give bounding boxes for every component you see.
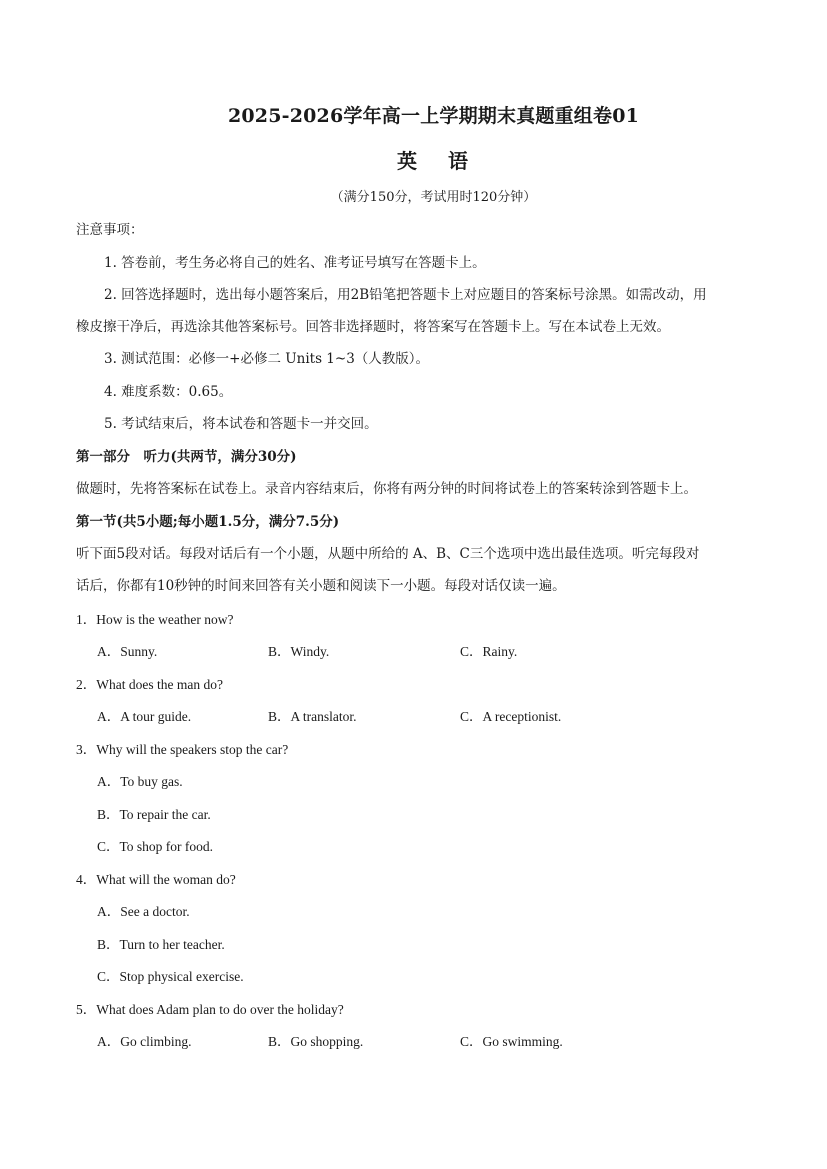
option-c[interactable]: C．Rainy. bbox=[460, 644, 518, 659]
question-stem: 4．What will the woman do? bbox=[76, 872, 236, 887]
option-a[interactable]: A．Sunny. bbox=[97, 644, 158, 659]
option-c[interactable]: C．Go swimming. bbox=[460, 1034, 563, 1049]
notice-item: 4. 难度系数：0.65。 bbox=[104, 384, 233, 400]
option-a[interactable]: A．See a doctor. bbox=[97, 904, 190, 919]
option-c[interactable]: C．A receptionist. bbox=[460, 709, 562, 724]
question-stem: 2．What does the man do? bbox=[76, 677, 223, 692]
notice-item-continued: 橡皮擦干净后，再选涂其他答案标号。回答非选择题时，将答案写在答题卡上。写在本试卷上无效。 bbox=[76, 319, 670, 335]
notice-heading: 注意事项： bbox=[76, 222, 144, 238]
part1-heading: 第一部分 听力(共两节，满分30分) bbox=[76, 449, 297, 465]
notice-item: 5. 考试结束后，将本试卷和答题卡一并交回。 bbox=[104, 416, 378, 432]
question-stem: 3．Why will the speakers stop the car? bbox=[76, 742, 289, 757]
section1-instruction-continued: 话后，你都有10秒钟的时间来回答有关小题和阅读下一小题。每段对话仅读一遍。 bbox=[76, 578, 566, 594]
option-b[interactable]: B．Windy. bbox=[268, 644, 330, 659]
option-a[interactable]: A．To buy gas. bbox=[97, 774, 183, 789]
notice-item: 3. 测试范围：必修一+必修二 Units 1~3（人教版）。 bbox=[104, 351, 430, 367]
question-stem: 1．How is the weather now? bbox=[76, 612, 234, 627]
subject-title: 英 语 bbox=[397, 149, 480, 173]
section1-heading: 第一节(共5小题;每小题1.5分，满分7.5分) bbox=[76, 514, 340, 530]
exam-title: 2025-2026学年高一上学期期末真题重组卷01 bbox=[227, 105, 640, 127]
part1-instruction: 做题时，先将答案标在试卷上。录音内容结束后，你将有两分钟的时间将试卷上的答案转涂到答题卡上。 bbox=[76, 481, 697, 497]
option-c[interactable]: C．To shop for food. bbox=[97, 839, 214, 854]
option-b[interactable]: B．Turn to her teacher. bbox=[97, 937, 225, 952]
question-stem: 5．What does Adam plan to do over the holiday? bbox=[76, 1002, 344, 1017]
option-b[interactable]: B．A translator. bbox=[268, 709, 357, 724]
notice-item: 2. 回答选择题时，选出每小题答案后，用2B铅笔把答题卡上对应题目的答案标号涂黑。如需改动，用 bbox=[104, 287, 707, 303]
section1-instruction: 听下面5段对话。每段对话后有一个小题，从题中所给的 A、B、C三个选项中选出最佳选项。听完每段对 bbox=[76, 546, 700, 562]
option-c[interactable]: C．Stop physical exercise. bbox=[97, 969, 244, 984]
option-a[interactable]: A．Go climbing. bbox=[97, 1034, 192, 1049]
notice-item: 1. 答卷前，考生务必将自己的姓名、准考证号填写在答题卡上。 bbox=[104, 255, 486, 271]
option-b[interactable]: B．Go shopping. bbox=[268, 1034, 364, 1049]
score-note: （满分150分，考试用时120分钟） bbox=[330, 190, 537, 205]
option-b[interactable]: B．To repair the car. bbox=[97, 807, 211, 822]
option-a[interactable]: A．A tour guide. bbox=[97, 709, 192, 724]
